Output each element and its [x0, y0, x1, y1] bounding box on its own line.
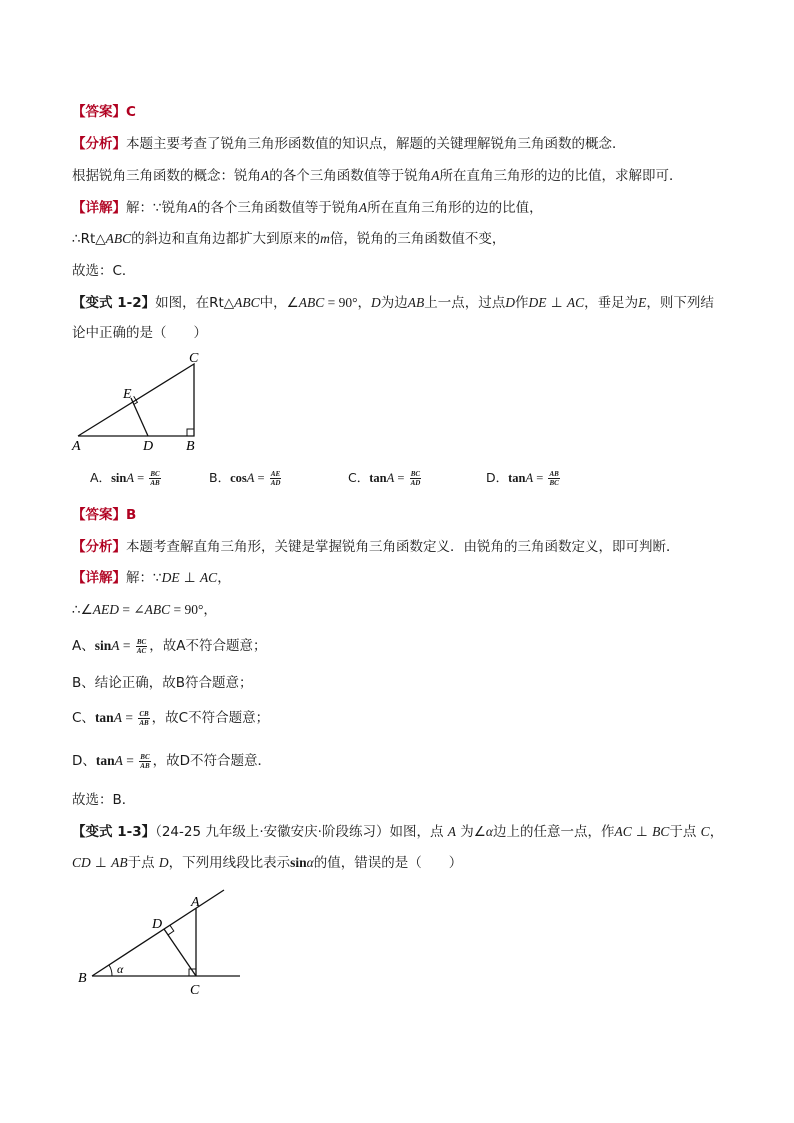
var: ABC: [298, 295, 325, 310]
answer-tag: 【答案】: [72, 507, 126, 523]
text: 的各个三角函数值等于锐角: [196, 200, 359, 216]
text: 结论正确，故B符合题意；: [94, 675, 253, 691]
text: ，下列用线段比表示: [168, 855, 291, 871]
label-c: C: [189, 351, 199, 366]
fn: tan: [94, 710, 114, 725]
text: ⊥: [631, 824, 653, 840]
eq: =: [119, 638, 134, 653]
var: A: [431, 168, 440, 183]
q2-detail-line: [72, 568, 231, 588]
q1-answer-line: [72, 102, 136, 122]
q2-triangle-figure: [70, 348, 220, 452]
q3-stem-line: [72, 822, 723, 842]
fn: tan: [508, 471, 526, 485]
var: α: [485, 824, 493, 839]
label-a: A: [191, 895, 200, 910]
option-letter: A．: [90, 470, 112, 485]
variant-tag: 【变式 1-3】: [72, 824, 156, 840]
segment-de: [131, 398, 148, 436]
text: 上一点，过点: [424, 295, 506, 311]
text: ，则下列结: [646, 295, 714, 311]
var: DE: [161, 570, 180, 585]
label-a: A: [72, 439, 81, 452]
var: α: [306, 855, 314, 870]
numerator: AE: [270, 470, 281, 478]
analysis-text: 本题考查解直角三角形，关键是掌握锐角三角函数定义．由锐角的三角函数定义，即可判断．: [126, 539, 680, 555]
var: AC: [199, 570, 218, 585]
text: 中，∠: [259, 295, 299, 311]
var: A: [261, 168, 270, 183]
text: 的值，错误的是（ ）: [313, 855, 463, 871]
text: 所在直角三角形的边的比值，求解即可．: [439, 168, 683, 184]
text: 为∠: [456, 824, 486, 840]
numerator: CB: [139, 709, 149, 718]
right-angle-mark-b: [187, 429, 194, 436]
label-b: B: [78, 971, 87, 986]
text: 如图，点: [389, 824, 448, 840]
fraction: [270, 470, 282, 487]
var: A: [114, 753, 123, 768]
label-b: B: [186, 439, 195, 452]
var: AB: [111, 855, 128, 870]
numerator: BC: [150, 470, 160, 478]
text: 根据锐角三角函数的概念：锐角: [72, 168, 261, 184]
eq: =: [394, 471, 408, 485]
text: 所在直角三角形的边的比值，: [367, 200, 543, 216]
label-c: C: [190, 983, 200, 998]
text: 论中正确的是（ ）: [72, 325, 207, 341]
var: A: [447, 824, 456, 839]
variant-tag: 【变式 1-2】: [72, 295, 156, 311]
option-letter: B．: [209, 470, 231, 485]
q2-choose-line: [72, 790, 135, 810]
option-b[interactable]: [209, 468, 283, 487]
fn: cos: [230, 471, 247, 485]
eq: =: [121, 710, 137, 725]
text: D不符合题意．: [179, 753, 272, 769]
q2-answer-line: [72, 505, 136, 525]
q1-choose-line: [72, 261, 135, 281]
text: 于点: [127, 855, 159, 871]
text: ，故C不符合题意；: [151, 710, 270, 726]
text: 倍，锐角的三角函数值不变，: [329, 231, 506, 247]
q1-analysis-line: [72, 134, 626, 154]
fn: sin: [290, 855, 307, 870]
var: A: [525, 471, 534, 485]
denominator: AB: [150, 479, 160, 487]
q1-detail-line: [72, 198, 543, 218]
q3-stem-line-2: [72, 853, 462, 873]
q2-stem-line-2: [72, 323, 207, 343]
numerator: BC: [140, 752, 150, 761]
option-a[interactable]: [90, 468, 163, 487]
text: ∴∠: [72, 602, 93, 618]
fraction: [138, 710, 149, 727]
analysis-tag: 【分析】: [72, 136, 126, 152]
fraction: [136, 638, 147, 655]
text: ，垂足为: [584, 295, 639, 311]
var: A: [113, 710, 122, 725]
eq: =: [254, 471, 268, 485]
label-d: D: [152, 917, 163, 932]
prefix: A、: [72, 638, 95, 654]
fraction: [149, 470, 160, 487]
text: ，故: [152, 753, 180, 769]
text: 解：∵: [126, 570, 162, 586]
eq: =: [134, 471, 148, 485]
q2-stem-line: [72, 293, 714, 313]
var: AC: [614, 824, 632, 839]
fn: sin: [94, 638, 112, 653]
var: A: [111, 638, 120, 653]
denominator: AD: [270, 479, 281, 487]
text: = 90°，: [170, 602, 217, 617]
text: ，故A不符合题意；: [149, 638, 267, 654]
ray-ba: [92, 890, 224, 976]
text: ⊥: [546, 295, 567, 311]
q2-item-d: [72, 751, 271, 771]
var: m: [320, 231, 330, 246]
analysis-text: 本题主要考查了锐角三角形函数值的知识点，解题的关键理解锐角三角函数的概念．: [126, 136, 626, 152]
prefix: D、: [72, 753, 96, 769]
var: A: [246, 471, 255, 485]
prefix: C、: [72, 710, 95, 726]
fraction: [410, 470, 422, 487]
var: ABC: [105, 231, 132, 246]
text: ，: [709, 824, 724, 840]
text: 的各个三角函数值等于锐角: [269, 168, 432, 184]
var: A: [386, 471, 395, 485]
angle-arc-alpha: [109, 965, 112, 976]
numerator: AB: [549, 470, 559, 478]
text: = ∠: [118, 602, 145, 617]
fn: tan: [95, 753, 115, 768]
eq: =: [533, 471, 547, 485]
fn: sin: [111, 471, 127, 485]
answer-value: C: [126, 104, 136, 120]
text: 的斜边和直角边都扩大到原来的: [131, 231, 321, 247]
option-c[interactable]: [348, 468, 423, 487]
label-alpha: α: [117, 962, 124, 976]
var: D: [505, 295, 516, 310]
var: D: [158, 855, 169, 870]
text: 为边: [380, 295, 408, 311]
q2-analysis-line: [72, 537, 680, 557]
text: 作: [515, 295, 529, 311]
denominator: AB: [140, 761, 150, 770]
var: D: [371, 295, 381, 310]
var: BC: [652, 824, 670, 839]
var: DE: [528, 295, 547, 310]
denominator: AB: [139, 718, 149, 727]
answer-tag: 【答案】: [72, 104, 126, 120]
var: AC: [566, 295, 585, 310]
q3-angle-figure: [74, 888, 254, 1000]
detail-tag: 【详解】: [72, 200, 126, 216]
fraction: [548, 470, 559, 487]
option-d[interactable]: [486, 468, 562, 487]
choose-text: 故选：C．: [72, 263, 136, 279]
prefix: B、: [72, 675, 95, 691]
source: （24-25 九年级上·安徽安庆·阶段练习）: [155, 824, 390, 840]
text: 如图，在Rt△: [155, 295, 235, 311]
denominator: AD: [410, 479, 421, 487]
var: ABC: [144, 602, 171, 617]
label-e: E: [123, 387, 132, 402]
label-d: D: [143, 439, 154, 452]
analysis-tag: 【分析】: [72, 539, 126, 555]
var: E: [638, 295, 647, 310]
text: ，: [217, 570, 231, 586]
var: AB: [407, 295, 425, 310]
q2-item-a: [72, 636, 266, 656]
fn: tan: [369, 471, 387, 485]
numerator: BC: [410, 470, 421, 478]
text: ⊥: [90, 855, 112, 871]
text: ⊥: [179, 570, 200, 586]
q2-item-c: [72, 708, 269, 728]
fraction: [139, 753, 150, 770]
var: ABC: [234, 295, 260, 310]
var: C: [700, 824, 710, 839]
var: A: [126, 471, 134, 485]
var: A: [358, 200, 368, 215]
q1-analysis-line-2: [72, 166, 683, 186]
var: A: [188, 200, 197, 215]
text: 于点: [669, 824, 701, 840]
option-letter: C．: [348, 470, 370, 485]
text: ∴Rt△: [72, 231, 106, 247]
q1-detail-line-2: [72, 229, 505, 249]
denominator: AC: [136, 646, 147, 655]
var: CD: [72, 855, 91, 870]
q2-item-b: [72, 673, 253, 693]
detail-tag: 【详解】: [72, 570, 126, 586]
q2-detail-line-2: [72, 600, 217, 620]
numerator: BC: [136, 637, 147, 646]
option-letter: D．: [486, 470, 509, 485]
text: 边上的任意一点，作: [493, 824, 615, 840]
denominator: BC: [549, 479, 559, 487]
var: AED: [92, 602, 119, 617]
text: = 90°，: [324, 295, 372, 310]
choose-text: 故选：B．: [72, 792, 136, 808]
text: 解：∵锐角: [126, 200, 189, 216]
answer-value: B: [126, 507, 137, 523]
eq: =: [122, 753, 138, 768]
